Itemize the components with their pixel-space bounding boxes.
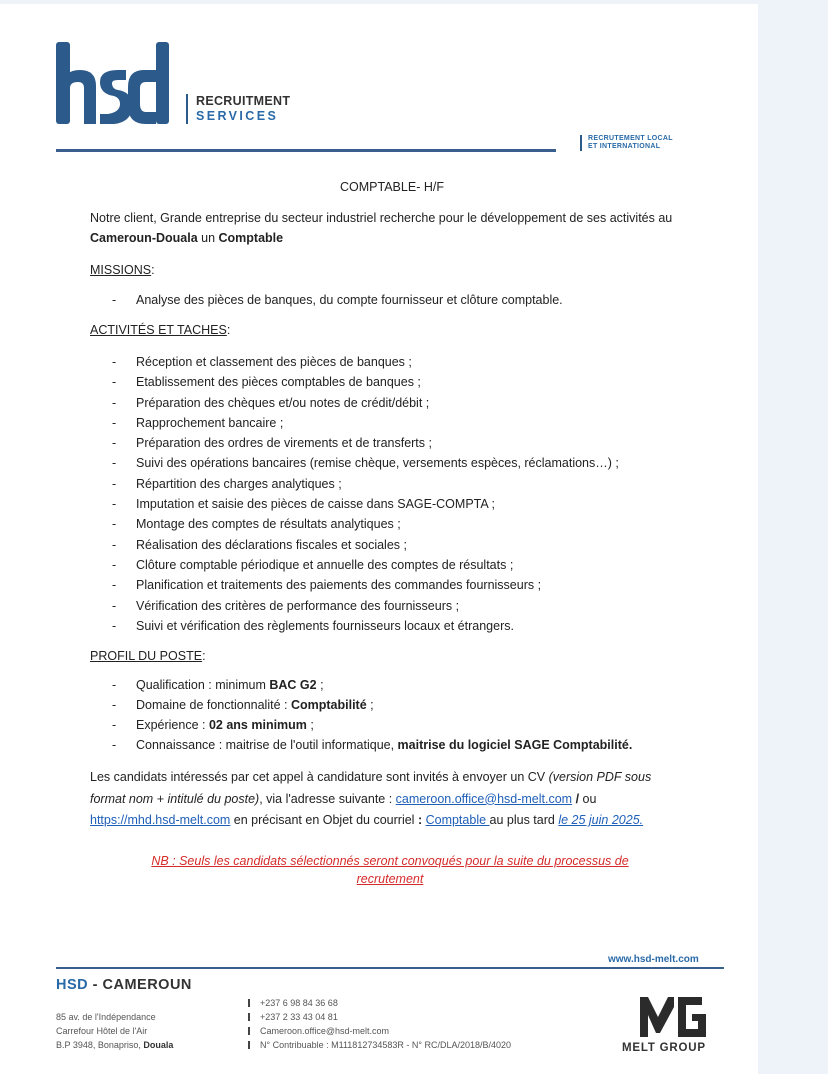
list-item: - Montage des comptes de résultats analytiques ; xyxy=(112,517,401,532)
footer-title xyxy=(56,977,192,993)
cv-format-note: (version PDF sous format nom + intitulé du poste) xyxy=(90,770,652,806)
list-item: - Répartition des charges analytiques ; xyxy=(112,476,342,491)
brand-services: SERVICES xyxy=(196,109,279,123)
melt-group-label: MELT GROUP xyxy=(622,1042,706,1054)
tagline-line-2: ET INTERNATIONAL xyxy=(588,143,661,150)
website-link[interactable]: https://mhd.hsd-melt.com xyxy=(90,813,231,828)
list-item: - Rapprochement bancaire ; xyxy=(112,415,284,430)
intro-position: Comptable xyxy=(218,231,284,245)
list-item: - Suivi des opérations bancaires (remise chèque, versements espèces, réclamations…) ; xyxy=(112,456,619,471)
list-item: - Réalisation des déclarations fiscales et sociales ; xyxy=(112,537,407,552)
contact-phone-1: +237 6 98 84 36 68 xyxy=(248,996,511,1010)
intro-text-2: un xyxy=(197,231,219,245)
header-divider xyxy=(56,149,556,152)
activities-heading-colon: : xyxy=(226,323,231,337)
footer-address xyxy=(56,1010,173,1052)
address-line-1: 85 av. de l'Indépendance xyxy=(56,1012,156,1022)
activities-heading-text: ACTIVITÉS ET TACHES xyxy=(90,323,227,337)
list-item: - Domaine de fonctionnalité : Comptabilité ; xyxy=(112,698,374,713)
list-item: - Suivi et vérification des règlements fournisseurs locaux et étrangers. xyxy=(112,618,514,633)
application-paragraph: Les candidats intéressés par cet appel à candidature sont invités à envoyer un CV (version PDF sous format nom + intitulé du poste), via l'adresse suivante : cameroon.office@hsd-melt.com / ou https://mhd.hsd-melt.com en précisant en Objet du courriel : Comptable au plus tard le 25 juin 2025. xyxy=(90,770,652,828)
footer-title-hsd: HSD xyxy=(56,977,89,993)
footer-contacts xyxy=(248,996,511,1052)
nb-notice: NB : Seuls les candidats sélectionnés seront convoqués pour la suite du processus de recrutement xyxy=(151,853,629,886)
document-body xyxy=(90,177,690,888)
list-item: - Réception et classement des pièces de banques ; xyxy=(112,355,412,369)
missions-heading xyxy=(90,260,690,280)
list-item: - Préparation des ordres de virements et de transferts ; xyxy=(112,436,432,451)
contact-registration: N° Contribuable : M111812734583R - N° RC/DLA/2018/B/4020 xyxy=(248,1038,511,1052)
tagline-line-1: RECRUTEMENT LOCAL xyxy=(588,135,673,142)
address-line-3: B.P 3948, Bonapriso, Douala xyxy=(56,1040,174,1050)
profile-list xyxy=(90,675,690,755)
list-item: - Analyse des pièces de banques, du compte fournisseur et clôture comptable. xyxy=(112,293,563,307)
profile-heading-colon: : xyxy=(202,649,206,664)
activities-list xyxy=(90,352,690,636)
document-page xyxy=(0,4,758,1074)
list-item: - Clôture comptable périodique et annuelle des comptes de résultats ; xyxy=(112,557,514,572)
missions-heading-text: MISSIONS xyxy=(90,263,152,277)
list-item: - Préparation des chèques et/ou notes de crédit/débit ; xyxy=(112,395,430,410)
footer-title-country: - CAMEROUN xyxy=(88,977,192,993)
list-item: - Etablissement des pièces comptables de banques ; xyxy=(112,375,421,390)
list-item: - Planification et traitements des paiements des commandes fournisseurs ; xyxy=(112,578,542,593)
list-item: - Expérience : 02 ans minimum ; xyxy=(112,718,314,733)
footer-divider xyxy=(56,967,724,969)
intro-text-1: Notre client, Grande entreprise du secteur industriel recherche pour le développement de ses activités au xyxy=(90,211,673,225)
brand-recruitment: RECRUITMENT xyxy=(196,94,291,108)
list-item: - Imputation et saisie des pièces de caisse dans SAGE-COMPTA ; xyxy=(112,497,495,512)
contact-phone-2: +237 2 33 43 04 81 xyxy=(248,1010,511,1024)
profile-heading xyxy=(90,646,690,666)
intro-paragraph xyxy=(90,208,680,248)
deadline: le 25 juin 2025. xyxy=(558,813,644,828)
intro-location: Cameroun-Douala xyxy=(90,231,198,245)
missions-list xyxy=(90,290,690,310)
melt-group-logo-icon xyxy=(638,993,710,1039)
header-tagline xyxy=(580,135,673,151)
activities-heading xyxy=(90,320,690,340)
email-subject: Comptable xyxy=(425,813,490,828)
address-line-2: Carrefour Hôtel de l'Air xyxy=(56,1026,148,1036)
hsd-logo-icon xyxy=(56,42,170,126)
list-item: - Qualification : minimum BAC G2 ; xyxy=(112,678,324,693)
contact-email: Cameroon.office@hsd-melt.com xyxy=(248,1024,511,1038)
list-item: - Vérification des critères de performance des fournisseurs ; xyxy=(112,598,460,613)
list-item: - Connaissance : maitrise de l'outil informatique, maitrise du logiciel SAGE Comptabilité. xyxy=(112,738,633,753)
footer-website[interactable]: www.hsd-melt.com xyxy=(608,954,699,965)
job-title: COMPTABLE- H/F xyxy=(340,180,444,194)
profile-heading-text: PROFIL DU POSTE xyxy=(90,649,203,664)
brand-text xyxy=(186,94,290,124)
missions-heading-colon: : xyxy=(151,263,155,277)
email-link[interactable]: cameroon.office@hsd-melt.com xyxy=(395,791,573,806)
